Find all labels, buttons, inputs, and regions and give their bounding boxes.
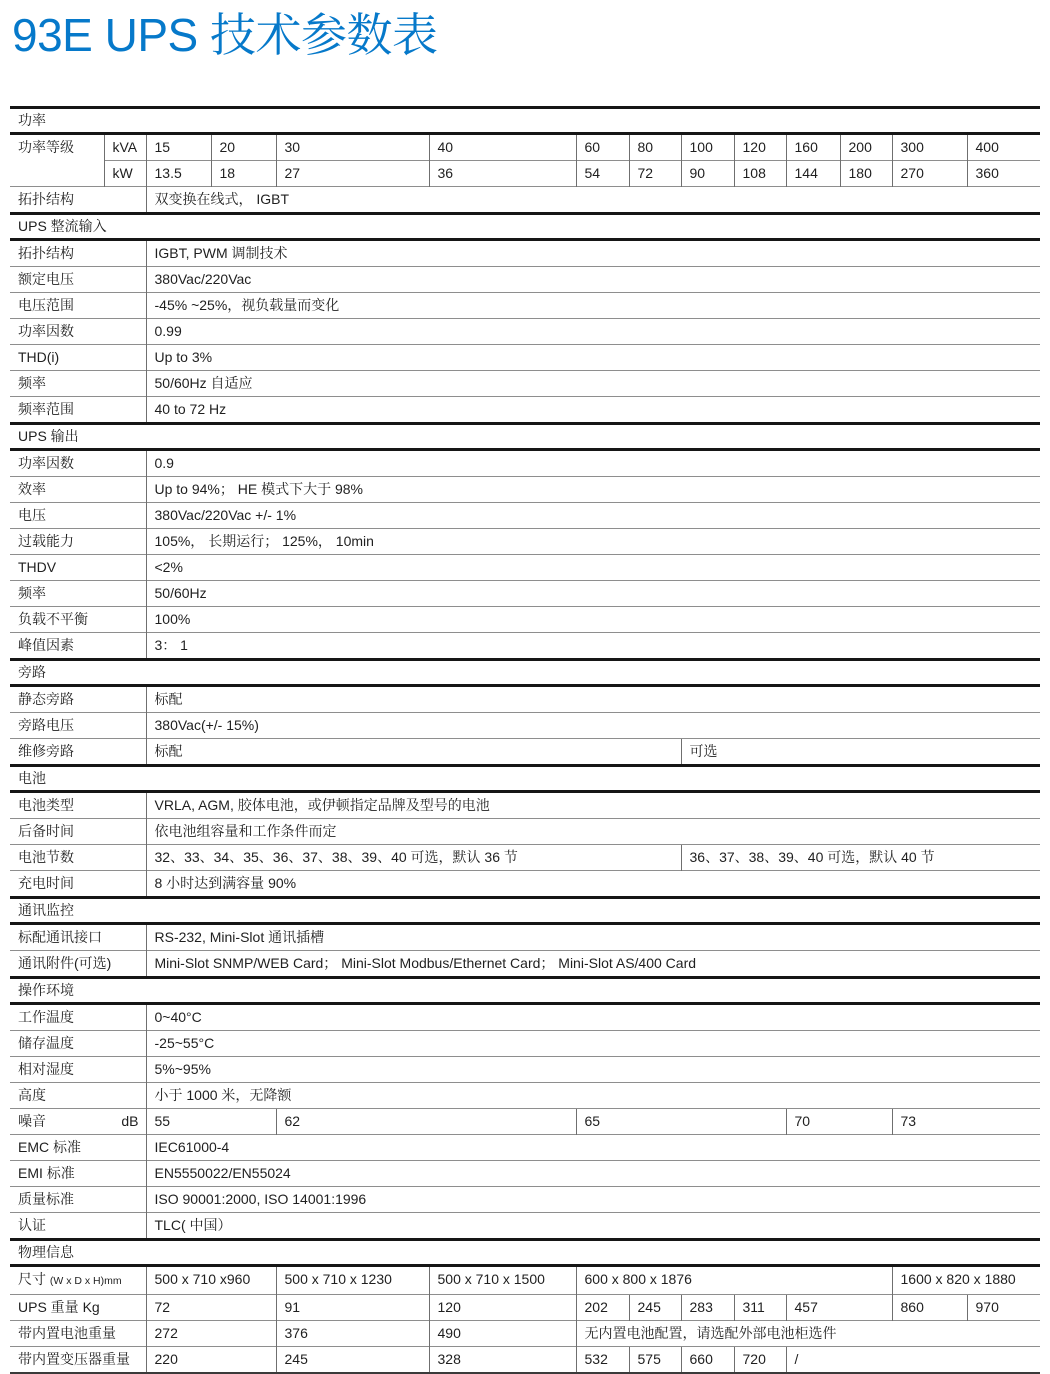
cell: 500 x 710 x960 [146,1265,276,1294]
row-value: VRLA, AGM, 胶体电池，或伊顿指定品牌及型号的电池 [146,791,1040,818]
row-label: 峰值因素 [10,632,146,659]
row-value: -45% ~25%，视负载量而变化 [146,292,1040,318]
section-header-bypass [10,659,1040,685]
row-value: 105%， 长期运行； 125%， 10min [146,528,1040,554]
cell: 72 [146,1294,276,1320]
section-header-environment [10,977,1040,1003]
spec-row [10,950,1040,977]
transformer-weight-row [10,1346,1040,1373]
cell: 500 x 710 x 1500 [429,1265,576,1294]
spec-row [10,344,1040,370]
cell: 120 [734,133,786,160]
cell: 100 [681,133,734,160]
cell: 311 [734,1294,786,1320]
row-label: 电池节数 [10,844,146,870]
row-value: <2% [146,554,1040,580]
spec-row [10,396,1040,423]
section-title: 操作环境 [10,977,1040,1003]
spec-row [10,186,1040,213]
spec-row [10,239,1040,266]
spec-row [10,580,1040,606]
row-value: EN5550022/EN55024 [146,1160,1040,1186]
power-kva-row [10,133,1040,160]
row-value: 3： 1 [146,632,1040,659]
cell: 376 [276,1320,429,1346]
cell: 860 [892,1294,967,1320]
row-label: 后备时间 [10,818,146,844]
spec-row [10,923,1040,950]
dims-unit-label: (W x D x H)mm [49,1274,122,1287]
cell: 73 [892,1108,1040,1134]
row-label: 负载不平衡 [10,606,146,632]
row-label: 通讯附件(可选) [10,950,146,977]
row-value: Mini-Slot SNMP/WEB Card； Mini-Slot Modbus/Ethernet Card； Mini-Slot AS/400 Card [146,950,1040,977]
row-label: 相对湿度 [10,1056,146,1082]
cell: 15 [146,133,211,160]
row-label: 频率范围 [10,396,146,423]
row-label: THDV [10,554,146,580]
row-label: 电压范围 [10,292,146,318]
cell: 13.5 [146,160,211,186]
cell: 18 [211,160,276,186]
section-title: UPS 整流输入 [10,213,1040,239]
spec-row [10,502,1040,528]
row-label: 额定电压 [10,266,146,292]
row-value: 8 小时达到满容量 90% [146,870,1040,897]
cell: 270 [892,160,967,186]
row-value: 100% [146,606,1040,632]
cell: 660 [681,1346,734,1373]
noise-unit: dB [121,1112,139,1129]
row-value: 380Vac/220Vac +/- 1% [146,502,1040,528]
noise-label: 噪音 [18,1112,46,1129]
row-value: -25~55°C [146,1030,1040,1056]
spec-row [10,685,1040,712]
noise-row [10,1108,1040,1134]
section-title: 电池 [10,765,1040,791]
row-value: Up to 3% [146,344,1040,370]
row-label: 拓扑结构 [10,239,146,266]
unit-label: kVA [104,133,146,160]
cell: 1600 x 820 x 1880 [892,1265,1040,1294]
section-header-output [10,423,1040,449]
row-value: 0~40°C [146,1003,1040,1030]
spec-row [10,712,1040,738]
row-label: EMI 标准 [10,1160,146,1186]
row-label: 标配通讯接口 [10,923,146,950]
section-title: UPS 输出 [10,423,1040,449]
row-label: 功率等级 [10,133,104,186]
cell: 360 [967,160,1040,186]
cell: 283 [681,1294,734,1320]
section-title: 通讯监控 [10,897,1040,923]
cell: 245 [276,1346,429,1373]
row-value: 50/60Hz 自适应 [146,370,1040,396]
cell: 500 x 710 x 1230 [276,1265,429,1294]
row-label: 频率 [10,580,146,606]
row-label: 带内置电池重量 [10,1320,146,1346]
cell: 20 [211,133,276,160]
cell: 120 [429,1294,576,1320]
spec-row [10,1030,1040,1056]
row-label: UPS 重量 Kg [10,1294,146,1320]
dims-label: 尺寸 [18,1270,46,1287]
cell: 91 [276,1294,429,1320]
cell: 72 [629,160,681,186]
cell: 180 [840,160,892,186]
row-label: 认证 [10,1212,146,1239]
row-label: 旁路电压 [10,712,146,738]
battery-weight-row [10,1320,1040,1346]
cell: 200 [840,133,892,160]
cell: 80 [629,133,681,160]
row-value: TLC( 中国） [146,1212,1040,1239]
row-label: 过载能力 [10,528,146,554]
cell: 无内置电池配置，请选配外部电池柜选件 [576,1320,1040,1346]
cell: 60 [576,133,629,160]
cell: 36、37、38、39、40 可选，默认 40 节 [681,844,1040,870]
cell: 220 [146,1346,276,1373]
cell: / [786,1346,1040,1373]
row-value: 380Vac/220Vac [146,266,1040,292]
spec-row [10,449,1040,476]
row-value: 50/60Hz [146,580,1040,606]
spec-row [10,554,1040,580]
row-value: 依电池组容量和工作条件而定 [146,818,1040,844]
spec-row [10,1056,1040,1082]
maintenance-bypass-row [10,738,1040,765]
spec-row [10,266,1040,292]
row-value: 双变换在线式， IGBT [146,186,1040,213]
row-label [10,1108,146,1134]
spec-row [10,1134,1040,1160]
spec-row [10,818,1040,844]
row-value: 小于 1000 米，无降额 [146,1082,1040,1108]
cell: 970 [967,1294,1040,1320]
row-value: 5%~95% [146,1056,1040,1082]
row-label: 带内置变压器重量 [10,1346,146,1373]
cell: 65 [576,1108,786,1134]
section-title: 物理信息 [10,1239,1040,1265]
row-value: ISO 90001:2000, ISO 14001:1996 [146,1186,1040,1212]
spec-row [10,1082,1040,1108]
spec-row [10,1160,1040,1186]
spec-row [10,292,1040,318]
spec-table [10,106,1040,1374]
cell: 575 [629,1346,681,1373]
cell: 160 [786,133,840,160]
cell: 490 [429,1320,576,1346]
cell: 108 [734,160,786,186]
power-kw-row [10,160,1040,186]
row-label: 储存温度 [10,1030,146,1056]
row-label [10,1265,146,1294]
row-label: 电池类型 [10,791,146,818]
row-value: IEC61000-4 [146,1134,1040,1160]
spec-row [10,318,1040,344]
cell: 457 [786,1294,892,1320]
row-value: RS-232, Mini-Slot 通讯插槽 [146,923,1040,950]
row-label: 效率 [10,476,146,502]
spec-row [10,1212,1040,1239]
spec-row [10,870,1040,897]
cell: 400 [967,133,1040,160]
unit-label: kW [104,160,146,186]
spec-row [10,632,1040,659]
spec-row [10,606,1040,632]
section-header-power [10,107,1040,133]
cell: 54 [576,160,629,186]
row-label: 工作温度 [10,1003,146,1030]
row-label: 维修旁路 [10,738,146,765]
row-value: 标配 [146,685,1040,712]
row-label: 功率因数 [10,318,146,344]
cell: 328 [429,1346,576,1373]
row-label: 功率因数 [10,449,146,476]
row-label: 充电时间 [10,870,146,897]
spec-row [10,791,1040,818]
cell: 532 [576,1346,629,1373]
cell: 27 [276,160,429,186]
cell: 272 [146,1320,276,1346]
row-label: 静态旁路 [10,685,146,712]
row-value: IGBT, PWM 调制技术 [146,239,1040,266]
row-label: 质量标准 [10,1186,146,1212]
cell: 600 x 800 x 1876 [576,1265,892,1294]
row-label: THD(i) [10,344,146,370]
cell: 245 [629,1294,681,1320]
cell: 90 [681,160,734,186]
section-header-physical [10,1239,1040,1265]
spec-row [10,370,1040,396]
cell: 144 [786,160,840,186]
row-value: Up to 94%； HE 模式下大于 98% [146,476,1040,502]
row-value: 0.99 [146,318,1040,344]
spec-row [10,1186,1040,1212]
row-value: 380Vac(+/- 15%) [146,712,1040,738]
page-title: 93E UPS 技术参数表 [12,9,438,61]
cell: 720 [734,1346,786,1373]
cell: 可选 [681,738,1040,765]
spec-row [10,1003,1040,1030]
row-label: 电压 [10,502,146,528]
row-value: 40 to 72 Hz [146,396,1040,423]
cell: 30 [276,133,429,160]
battery-cells-row [10,844,1040,870]
section-header-battery [10,765,1040,791]
section-header-rectifier [10,213,1040,239]
cell: 70 [786,1108,892,1134]
section-title: 功率 [10,107,1040,133]
row-label: 高度 [10,1082,146,1108]
ups-weight-row [10,1294,1040,1320]
row-label: EMC 标准 [10,1134,146,1160]
row-label: 拓扑结构 [10,186,146,213]
cell: 62 [276,1108,576,1134]
cell: 36 [429,160,576,186]
spec-row [10,528,1040,554]
dimensions-row [10,1265,1040,1294]
cell: 300 [892,133,967,160]
cell: 55 [146,1108,276,1134]
section-title: 旁路 [10,659,1040,685]
cell: 40 [429,133,576,160]
cell: 32、33、34、35、36、37、38、39、40 可选，默认 36 节 [146,844,681,870]
row-value: 0.9 [146,449,1040,476]
cell: 标配 [146,738,681,765]
spec-row [10,476,1040,502]
section-header-comm [10,897,1040,923]
cell: 202 [576,1294,629,1320]
row-label: 频率 [10,370,146,396]
